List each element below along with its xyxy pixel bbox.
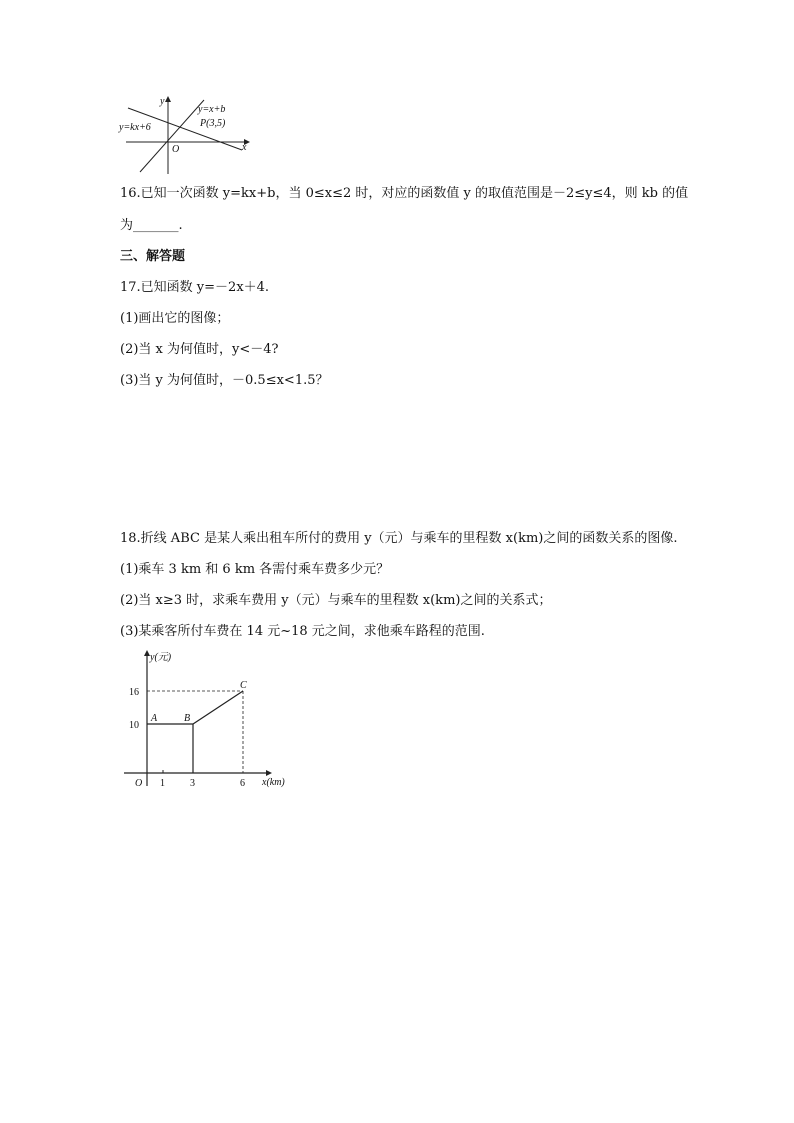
- line1-label: y=kx+6: [119, 122, 151, 133]
- figure-two-lines: [116, 92, 256, 178]
- y-tick-10: 10: [129, 720, 139, 731]
- q17-part3: (3)当 y 为何值时，－0.5≤x<1.5？: [120, 373, 329, 388]
- origin-label: O: [135, 778, 143, 789]
- q17-part2: (2)当 x 为何值时，y<－4?: [120, 342, 279, 357]
- line-x-plus-b: [140, 100, 204, 172]
- point-a-label: A: [151, 713, 158, 724]
- point-c-label: C: [240, 680, 247, 691]
- q18-part2: (2)当 x≥3 时，求乘车费用 y（元）与乘车的里程数 x(km)之间的关系式；: [120, 593, 552, 608]
- polyline-abc: [147, 691, 243, 724]
- q18-stem: 18.折线 ABC 是某人乘出租车所付的费用 y（元）与乘车的里程数 x(km)之间的函数关系的图像.: [120, 531, 678, 546]
- y-tick-16: 16: [129, 687, 139, 698]
- x-axis-arrow: [266, 770, 272, 776]
- y-axis-label: y: [160, 96, 165, 107]
- q17-stem: 17.已知函数 y=－2x＋4.: [120, 280, 270, 295]
- point-p-label: P(3,5): [200, 118, 226, 129]
- point-b-label: B: [184, 713, 191, 724]
- x-tick-3: 3: [190, 778, 195, 789]
- q16-line2: 为_______.: [120, 218, 183, 233]
- figure-taxi-fare-graph: [118, 646, 298, 792]
- q16-line1: 16.已知一次函数 y=kx+b，当 0≤x≤2 时，对应的函数值 y 的取值范围是－2≤y≤4，则 kb 的值: [120, 186, 689, 201]
- y-axis-label: y(元): [150, 652, 172, 663]
- x-tick-6: 6: [240, 778, 245, 789]
- section-heading: 三、解答题: [120, 249, 186, 264]
- y-axis-arrow: [165, 96, 171, 102]
- origin-label: O: [172, 144, 180, 155]
- line2-label: y=x+b: [198, 104, 226, 115]
- x-tick-1: 1: [160, 778, 165, 789]
- q17-part1: (1)画出它的图像；: [120, 311, 230, 326]
- x-axis-label: x: [242, 142, 247, 153]
- x-axis-label: x(km): [262, 777, 285, 788]
- q18-part3: (3)某乘客所付车费在 14 元~18 元之间，求他乘车路程的范围.: [120, 624, 485, 639]
- q18-part1: (1)乘车 3 km 和 6 km 各需付乘车费多少元？: [120, 562, 390, 577]
